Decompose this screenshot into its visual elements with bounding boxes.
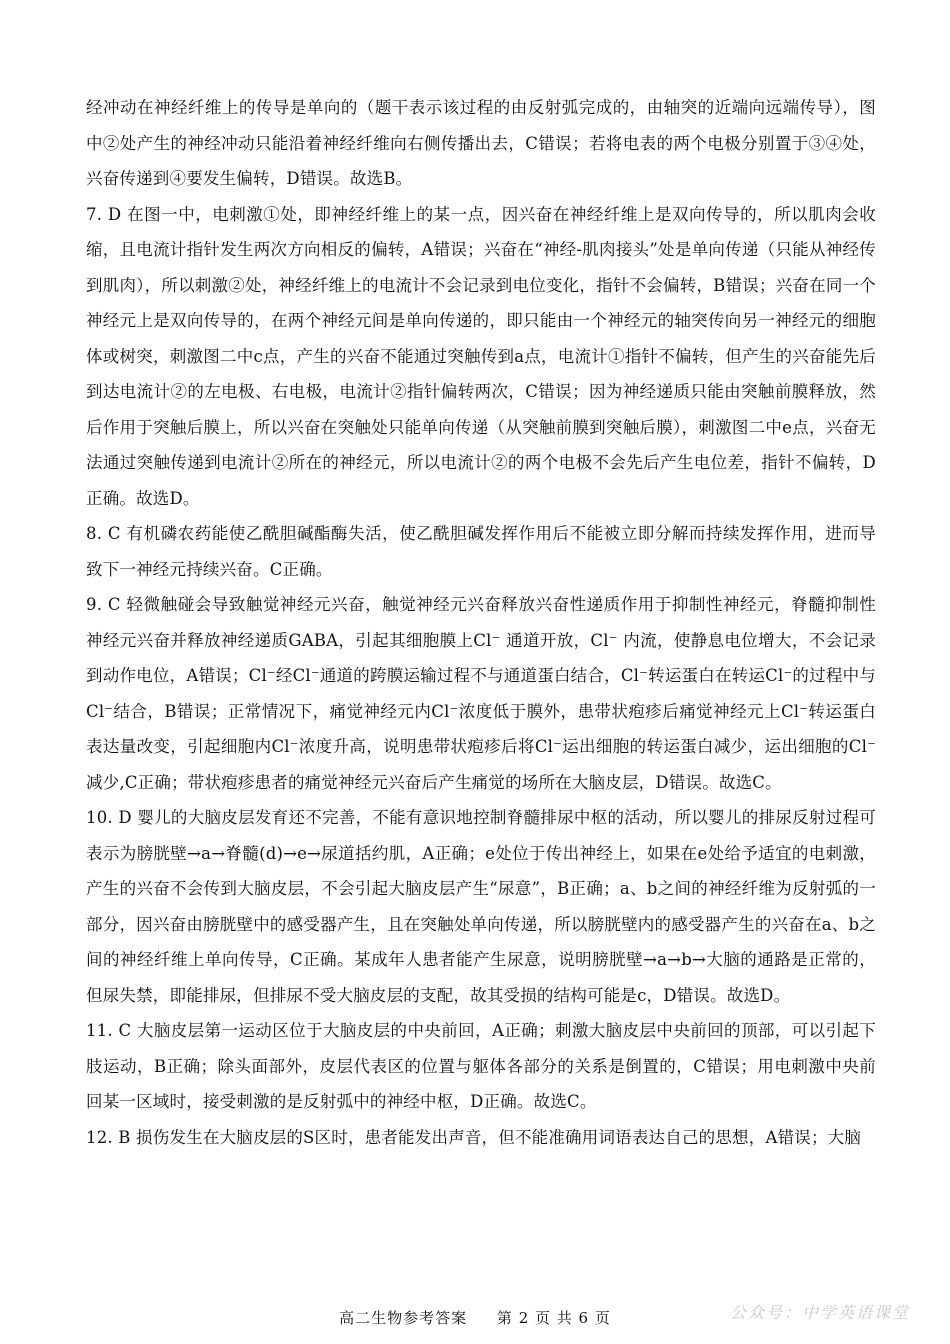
answer-paragraph-6-cont: 经冲动在神经纤维上的传导是单向的（题干表示该过程的由反射弧完成的，由轴突的近端向远端传导），图中②处产生的神经冲动只能沿着神经纤维向右侧传播出去，C错误；若将电表的两个电极分别置于③④处，兴奋传递到④要发生偏转，D错误。故选B。 (86, 98, 876, 188)
answer-paragraph-9: 9. C 轻微触碰会导致触觉神经元兴奋，触觉神经元兴奋释放兴奋性递质作用于抑制性神经元，脊髓抑制性神经元兴奋并释放神经递质GABA，引起其细胞膜上Cl⁻ 通道开放，Cl⁻ 内流，使静息电位增大，不会记录到动作电位，A错误；Cl⁻经Cl⁻通道的跨膜运输过程不与通道蛋白结合，Cl⁻转运蛋白在转运Cl⁻的过程中与Cl⁻结合，B错误；正常情况下，痛觉神经元内Cl⁻浓度低于膜外，患带状疱疹后痛觉神经元上Cl⁻转运蛋白表达量改变，引起细胞内Cl⁻浓度升高，说明患带状疱疹后将Cl⁻运出细胞的转运蛋白减少，运出细胞的Cl⁻减少,C正确；带状疱疹患者的痛觉神经元兴奋后产生痛觉的场所在大脑皮层，D错误。故选C。 (86, 595, 876, 792)
page-number: 第 2 页 共 6 页 (496, 1309, 611, 1327)
answer-paragraph-8: 8. C 有机磷农药能使乙酰胆碱酯酶失活，使乙酰胆碱发挥作用后不能被立即分解而持续发挥作用，进而导致下一神经元持续兴奋。C正确。 (86, 524, 876, 579)
answer-paragraph-11: 11. C 大脑皮层第一运动区位于大脑皮层的中央前回，A正确；刺激大脑皮层中央前回的顶部，可以引起下肢运动，B正确；除头面部外，皮层代表区的位置与躯体各部分的关系是倒置的，C错误；用电刺激中央前回某一区域时，接受刺激的是反射弧中的神经中枢，D正确。故选C。 (86, 1021, 876, 1111)
answer-paragraph-7: 7. D 在图一中，电刺激①处，即神经纤维上的某一点，因兴奋在神经纤维上是双向传导的，所以肌肉会收缩，且电流计指针发生两次方向相反的偏转，A错误；兴奋在“神经-肌肉接头”处是单向传递（只能从神经传到肌肉），所以刺激②处，神经纤维上的电流计不会记录到电位变化，指针不会偏转，B错误；兴奋在同一个神经元上是双向传导的，在两个神经元间是单向传递的，即只能由一个神经元的轴突传向另一神经元的细胞体或树突，刺激图二中c点，产生的兴奋不能通过突触传到a点，电流计①指针不偏转，但产生的兴奋能先后到达电流计②的左电极、右电极，电流计②指针偏转两次，C错误；因为神经递质只能由突触前膜释放，然后作用于突触后膜上，所以兴奋在突触处只能单向传递（从突触前膜到突触后膜），刺激图二中e点，兴奋无法通过突触传递到电流计②所在的神经元，所以电流计②的两个电极不会先后产生电位差，指针不偏转，D正确。故选D。 (86, 204, 876, 508)
answer-body (86, 90, 876, 1155)
answer-paragraph-10: 10. D 婴儿的大脑皮层发育还不完善，不能有意识地控制脊髓排尿中枢的活动，所以婴儿的排尿反射过程可表示为膀胱壁→a→脊髓(d)→e→尿道括约肌，A正确；e处位于传出神经上，如果在e处给予适宜的电刺激，产生的兴奋不会传到大脑皮层，不会引起大脑皮层产生“尿意”，B正确；a、b之间的神经纤维为反射弧的一部分，因兴奋由膀胱壁中的感受器产生，且在突触处单向传递，所以膀胱壁内的感受器产生的兴奋在a、b之间的神经纤维上单向传导，C正确。某成年人患者能产生尿意，说明膀胱壁→a→b→大脑的通路是正常的，但尿失禁，即能排尿，但排尿不受大脑皮层的支配，故其受损的结构可能是c，D错误。故选D。 (86, 808, 876, 1005)
watermark: 公众号：中学英语课堂 (729, 1303, 910, 1322)
footer-title: 高二生物参考答案 (339, 1309, 468, 1327)
answer-paragraph-12: 12. B 损伤发生在大脑皮层的S区时，患者能发出声音，但不能准确用词语表达自己的思想，A错误；大脑 (86, 1127, 862, 1147)
